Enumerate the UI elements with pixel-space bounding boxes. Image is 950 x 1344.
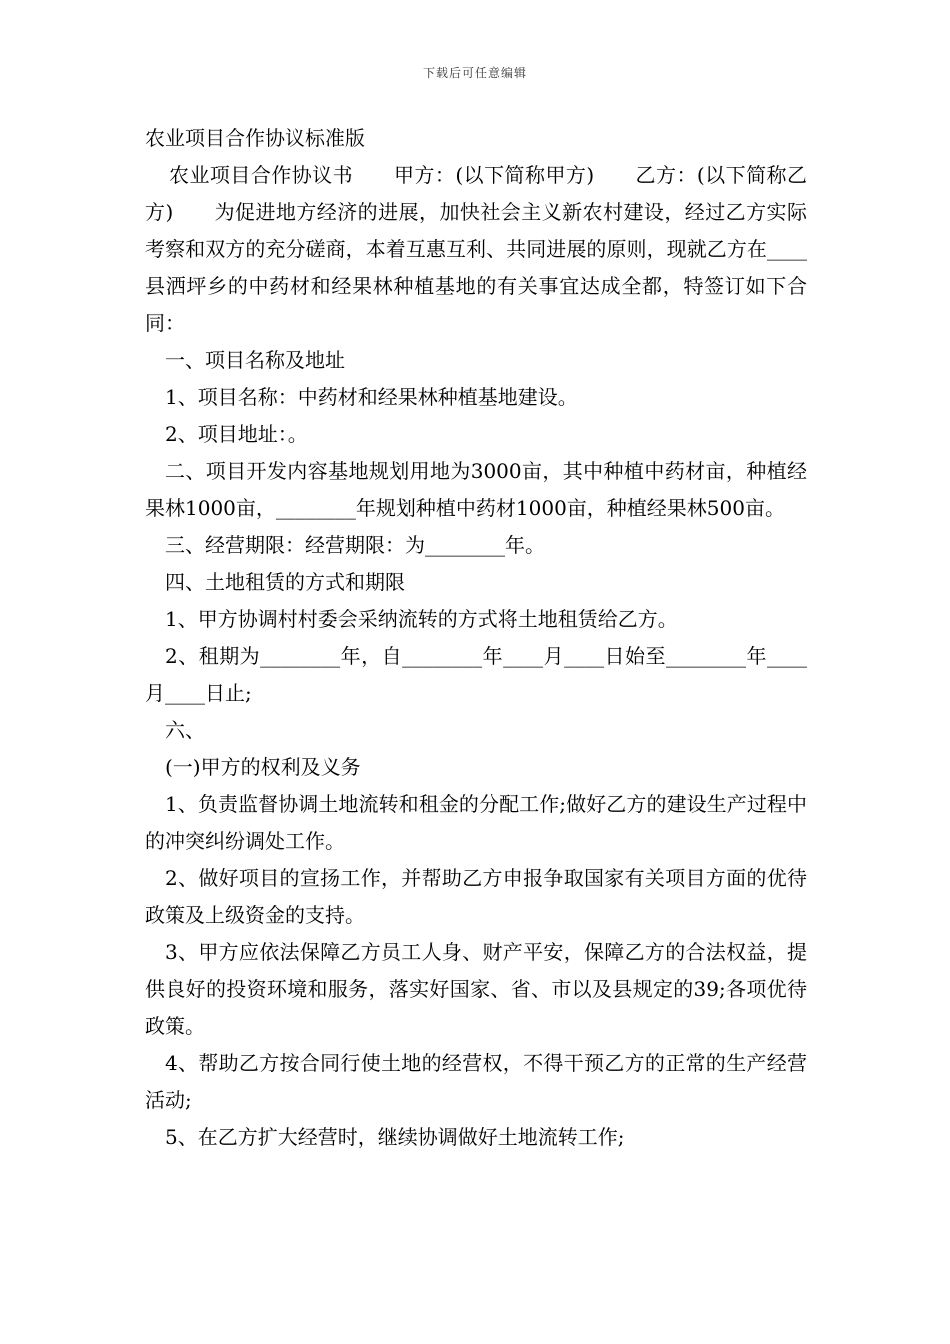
paragraph-item: 2、租期为________年，自________年____月____日始至________年____月____日止; <box>145 644 807 705</box>
page-header: 下载后可任意编辑 <box>422 66 527 80</box>
paragraph-section-3: 三、经营期限：经营期限：为________年。 <box>165 533 545 557</box>
paragraph-section-6: 六、 <box>165 718 205 742</box>
paragraph-section-2: 二、项目开发内容基地规划用地为3000亩，其中种植中药材亩，种植经果林1000亩，________年规划种植中药材1000亩，种植经果林500亩。 <box>145 459 807 520</box>
paragraph-item: 5、在乙方扩大经营时，继续协调做好土地流转工作; <box>165 1125 625 1149</box>
document-title: 农业项目合作协议标准版 <box>145 126 365 150</box>
paragraph-item: 1、甲方协调村村委会采纳流转的方式将土地租赁给乙方。 <box>165 607 678 631</box>
paragraph-intro: 农业项目合作协议书 甲方：(以下简称甲方) 乙方：(以下简称乙方) 为促进地方经济的进展，加快社会主义新农村建设，经过乙方实际考察和双方的充分磋商，本着互惠互利、共同进展的原则，现就乙方在____县洒坪乡的中药材和经果林种植基地的有关事宜达成全都，特签订如下合同： <box>145 163 807 335</box>
paragraph-item: 3、甲方应依法保障乙方员工人身、财产平安，保障乙方的合法权益，提供良好的投资环境和服务，落实好国家、省、市以及县规定的39;各项优待政策。 <box>145 940 807 1038</box>
paragraph-item: 4、帮助乙方按合同行使土地的经营权，不得干预乙方的正常的生产经营活动; <box>145 1051 807 1112</box>
paragraph-item: 2、项目地址：。 <box>165 422 308 446</box>
paragraph-section-4: 四、土地租赁的方式和期限 <box>165 570 405 594</box>
paragraph-section-1: 一、项目名称及地址 <box>165 348 345 372</box>
paragraph-item: 1、负责监督协调土地流转和租金的分配工作;做好乙方的建设生产过程中的冲突纠纷调处工作。 <box>145 792 807 853</box>
paragraph-item: 2、做好项目的宣扬工作，并帮助乙方申报争取国家有关项目方面的优待政策及上级资金的支持。 <box>145 866 807 927</box>
paragraph-item: 1、项目名称：中药材和经果林种植基地建设。 <box>165 385 578 409</box>
paragraph-subsection: (一)甲方的权利及义务 <box>165 755 361 779</box>
document-body <box>145 120 807 1156</box>
